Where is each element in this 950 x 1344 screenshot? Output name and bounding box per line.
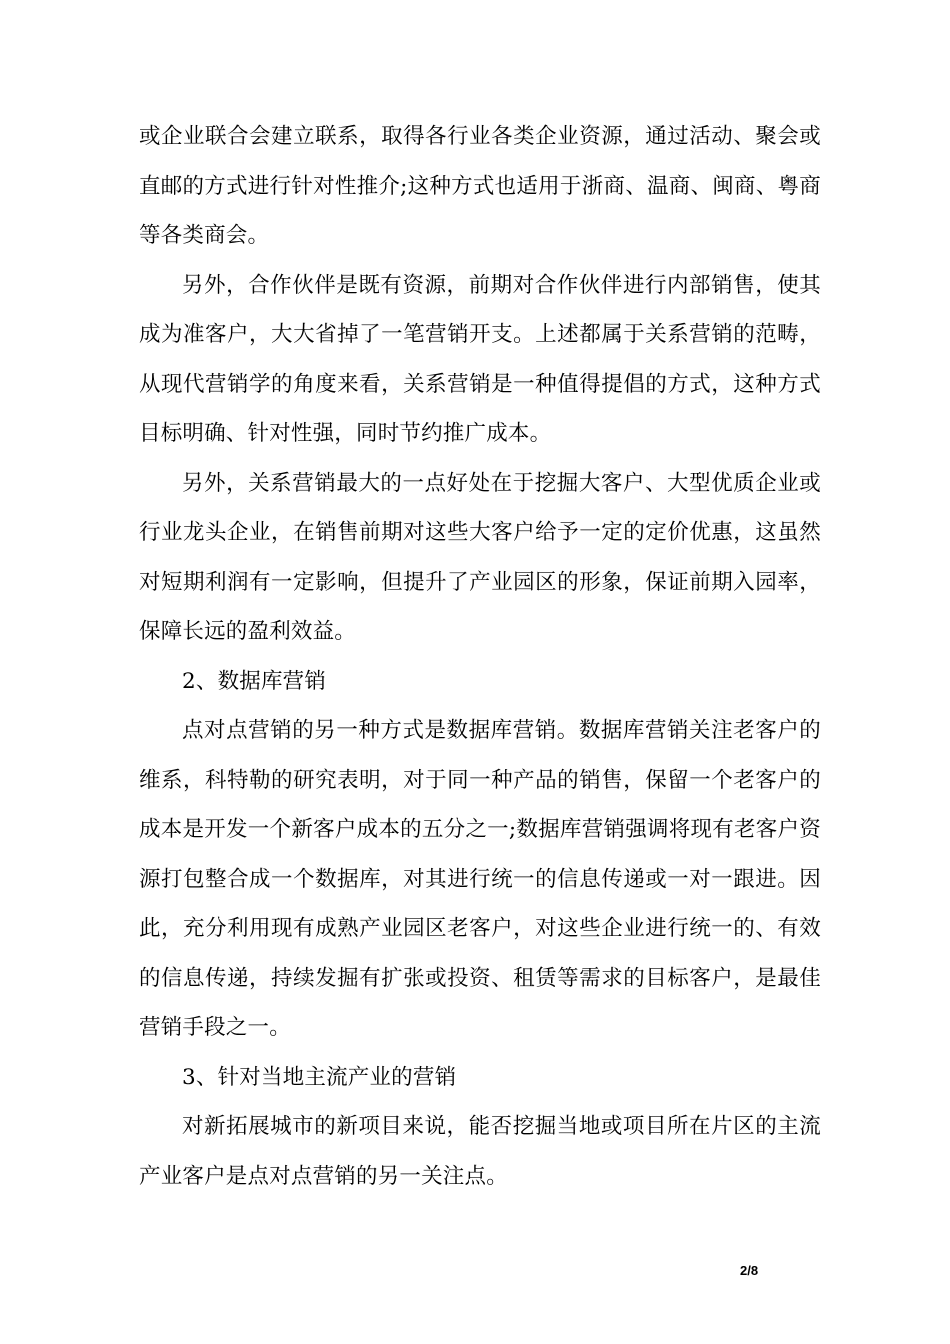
document-body [139,112,821,1201]
paragraph-4: 点对点营销的另一种方式是数据库营销。数据库营销关注老客户的维系，科特勒的研究表明，对于同一种产品的销售，保留一个老客户的成本是开发一个新客户成本的五分之一;数据库营销强调将现有老客户资源打包整合成一个数据库，对其进行统一的信息传递或一对一跟进。因此，充分利用现有成熟产业园区老客户，对这些企业进行统一的、有效的信息传递，持续发掘有扩张或投资、租赁等需求的目标客户，是最佳营销手段之一。 [139,718,821,1040]
section-heading-local-industry-marketing: 3、针对当地主流产业的营销 [182,1064,457,1090]
section-heading-database-marketing: 2、数据库营销 [182,668,327,694]
paragraph-5: 对新拓展城市的新项目来说，能否挖掘当地或项目所在片区的主流产业客户是点对点营销的另一关注点。 [139,1114,821,1189]
page-number: 2/8 [740,1263,759,1278]
paragraph-3: 另外，关系营销最大的一点好处在于挖掘大客户、大型优质企业或行业龙头企业，在销售前期对这些大客户给予一定的定价优惠，这虽然对短期利润有一定影响，但提升了产业园区的形象，保证前期入园率，保障长远的盈利效益。 [139,470,821,644]
paragraph-2: 另外，合作伙伴是既有资源，前期对合作伙伴进行内部销售，使其成为准客户，大大省掉了一笔营销开支。上述都属于关系营销的范畴，从现代营销学的角度来看，关系营销是一种值得提倡的方式，这种方式目标明确、针对性强，同时节约推广成本。 [139,272,821,446]
paragraph-1: 或企业联合会建立联系，取得各行业各类企业资源，通过活动、聚会或直邮的方式进行针对性推介;这种方式也适用于浙商、温商、闽商、粤商等各类商会。 [139,124,821,248]
